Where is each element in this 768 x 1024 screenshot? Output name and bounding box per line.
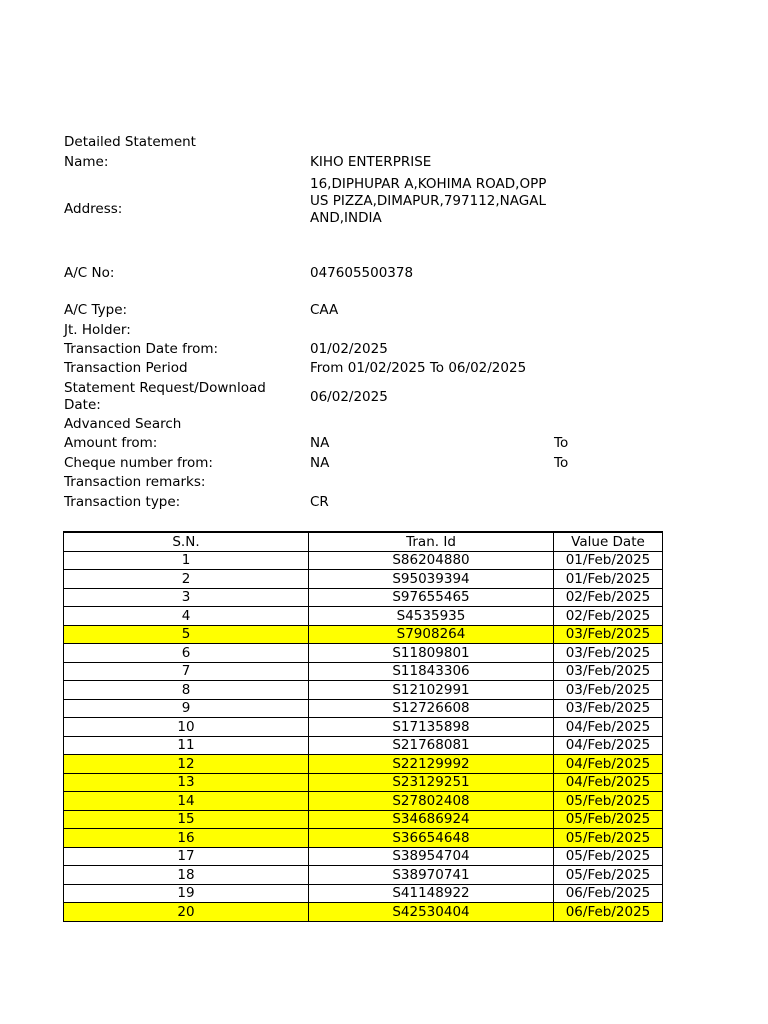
cell-value-date: 05/Feb/2025 xyxy=(554,792,663,811)
address-label: Address: xyxy=(64,201,123,217)
cell-tran-id: S38954704 xyxy=(309,847,554,866)
cell-value-date: 04/Feb/2025 xyxy=(554,773,663,792)
table-row xyxy=(64,625,663,644)
table-row xyxy=(64,792,663,811)
cell-sn: 5 xyxy=(64,625,309,644)
cell-tran-id: S86204880 xyxy=(309,551,554,570)
cell-value-date: 03/Feb/2025 xyxy=(554,644,663,663)
cell-sn: 19 xyxy=(64,884,309,903)
table-row xyxy=(64,810,663,829)
cell-tran-id: S12726608 xyxy=(309,699,554,718)
transaction-remarks-label: Transaction remarks: xyxy=(64,474,206,490)
cell-value-date: 05/Feb/2025 xyxy=(554,847,663,866)
cheque-number-from-value: NA xyxy=(310,455,330,471)
amount-to-label: To xyxy=(554,435,569,451)
cell-sn: 17 xyxy=(64,847,309,866)
cell-tran-id: S34686924 xyxy=(309,810,554,829)
cell-sn: 13 xyxy=(64,773,309,792)
table-row xyxy=(64,755,663,774)
cheque-number-from-label: Cheque number from: xyxy=(64,455,213,471)
account-number-label: A/C No: xyxy=(64,265,115,281)
cell-sn: 11 xyxy=(64,736,309,755)
cell-sn: 14 xyxy=(64,792,309,811)
table-row xyxy=(64,551,663,570)
cell-value-date: 02/Feb/2025 xyxy=(554,588,663,607)
cell-value-date: 05/Feb/2025 xyxy=(554,866,663,885)
address-value: 16,DIPHUPAR A,KOHIMA ROAD,OPP US PIZZA,DIMAPUR,797112,NAGALAND,INDIA xyxy=(310,176,547,226)
cheque-number-to-label: To xyxy=(554,455,569,471)
table-row xyxy=(64,736,663,755)
cell-value-date: 04/Feb/2025 xyxy=(554,755,663,774)
cell-tran-id: S23129251 xyxy=(309,773,554,792)
header-sn: S.N. xyxy=(64,532,309,551)
cell-tran-id: S38970741 xyxy=(309,866,554,885)
table-row xyxy=(64,570,663,589)
cell-value-date: 05/Feb/2025 xyxy=(554,810,663,829)
table-row xyxy=(64,773,663,792)
table-row xyxy=(64,588,663,607)
table-row xyxy=(64,662,663,681)
cell-sn: 1 xyxy=(64,551,309,570)
cell-sn: 4 xyxy=(64,607,309,626)
joint-holder-label: Jt. Holder: xyxy=(64,322,131,338)
transaction-date-from-label: Transaction Date from: xyxy=(64,341,219,357)
cell-sn: 20 xyxy=(64,903,309,922)
cell-tran-id: S42530404 xyxy=(309,903,554,922)
cell-tran-id: S27802408 xyxy=(309,792,554,811)
cell-value-date: 01/Feb/2025 xyxy=(554,570,663,589)
cell-tran-id: S11843306 xyxy=(309,662,554,681)
cell-tran-id: S21768081 xyxy=(309,736,554,755)
cell-tran-id: S97655465 xyxy=(309,588,554,607)
account-type-label: A/C Type: xyxy=(64,302,128,318)
cell-value-date: 03/Feb/2025 xyxy=(554,699,663,718)
advanced-search-label: Advanced Search xyxy=(64,416,182,432)
statement-download-date-value: 06/02/2025 xyxy=(310,389,388,405)
cell-value-date: 06/Feb/2025 xyxy=(554,903,663,922)
account-number-value: 047605500378 xyxy=(310,265,414,281)
table-header-row xyxy=(64,532,663,551)
table-row xyxy=(64,607,663,626)
cell-value-date: 03/Feb/2025 xyxy=(554,662,663,681)
cell-value-date: 03/Feb/2025 xyxy=(554,625,663,644)
cell-sn: 10 xyxy=(64,718,309,737)
transaction-period-value: From 01/02/2025 To 06/02/2025 xyxy=(310,360,527,376)
name-value: KIHO ENTERPRISE xyxy=(310,154,432,170)
table-row xyxy=(64,884,663,903)
header-tran-id: Tran. Id xyxy=(309,532,554,551)
statement-title: Detailed Statement xyxy=(64,134,196,150)
table-row xyxy=(64,644,663,663)
cell-tran-id: S4535935 xyxy=(309,607,554,626)
cell-sn: 12 xyxy=(64,755,309,774)
cell-sn: 8 xyxy=(64,681,309,700)
cell-value-date: 01/Feb/2025 xyxy=(554,551,663,570)
cell-sn: 9 xyxy=(64,699,309,718)
name-label: Name: xyxy=(64,154,109,170)
cell-tran-id: S12102991 xyxy=(309,681,554,700)
cell-value-date: 06/Feb/2025 xyxy=(554,884,663,903)
transaction-date-from-value: 01/02/2025 xyxy=(310,341,388,357)
transaction-period-label: Transaction Period xyxy=(64,360,188,376)
transaction-type-label: Transaction type: xyxy=(64,494,181,510)
cell-value-date: 04/Feb/2025 xyxy=(554,736,663,755)
cell-value-date: 03/Feb/2025 xyxy=(554,681,663,700)
cell-tran-id: S22129992 xyxy=(309,755,554,774)
cell-value-date: 05/Feb/2025 xyxy=(554,829,663,848)
cell-tran-id: S36654648 xyxy=(309,829,554,848)
cell-sn: 6 xyxy=(64,644,309,663)
cell-sn: 15 xyxy=(64,810,309,829)
table-row xyxy=(64,903,663,922)
cell-tran-id: S17135898 xyxy=(309,718,554,737)
transaction-type-value: CR xyxy=(310,494,329,510)
account-type-value: CAA xyxy=(310,302,339,318)
table-row xyxy=(64,681,663,700)
table-row xyxy=(64,829,663,848)
cell-value-date: 04/Feb/2025 xyxy=(554,718,663,737)
header-value-date: Value Date xyxy=(554,532,663,551)
table-row xyxy=(64,847,663,866)
cell-tran-id: S95039394 xyxy=(309,570,554,589)
cell-value-date: 02/Feb/2025 xyxy=(554,607,663,626)
table-row xyxy=(64,718,663,737)
cell-sn: 18 xyxy=(64,866,309,885)
cell-tran-id: S11809801 xyxy=(309,644,554,663)
amount-from-value: NA xyxy=(310,435,330,451)
cell-tran-id: S7908264 xyxy=(309,625,554,644)
statement-download-date-label: Statement Request/Download Date: xyxy=(64,380,266,413)
cell-sn: 16 xyxy=(64,829,309,848)
amount-from-label: Amount from: xyxy=(64,435,158,451)
transactions-table xyxy=(63,531,663,922)
cell-sn: 7 xyxy=(64,662,309,681)
table-row xyxy=(64,699,663,718)
cell-sn: 2 xyxy=(64,570,309,589)
table-row xyxy=(64,866,663,885)
cell-tran-id: S41148922 xyxy=(309,884,554,903)
cell-sn: 3 xyxy=(64,588,309,607)
